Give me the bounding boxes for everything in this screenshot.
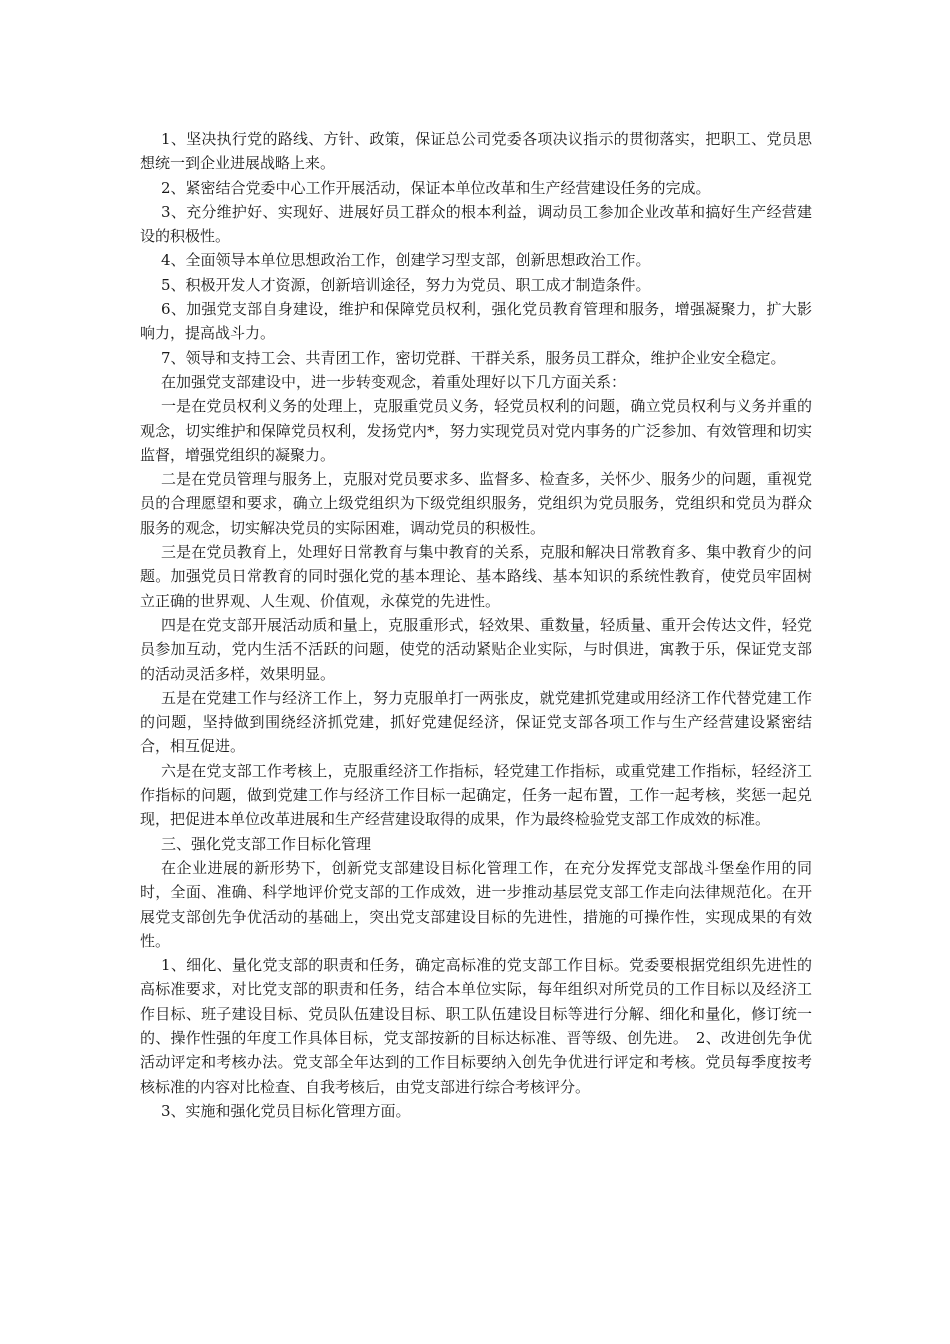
paragraph-section-3-item-3: 3、实施和强化党员目标化管理方面。: [161, 1101, 411, 1120]
paragraph-relation-6: 六是在党支部工作考核上，克服重经济工作指标，轻党建工作指标，或重党建工作指标，轻经济工作指标的问题，做到党建工作与经济工作目标一起确定，任务一起布置，工作一起考核，奖惩一起兑现，把促进本单位改革进展和生产经营建设取得的成果，作为最终检验党支部工作成效的标准。: [140, 761, 812, 829]
paragraph-3: 3、充分维护好、实现好、进展好员工群众的根本利益，调动员工参加企业改革和搞好生产经营建设的积极性。: [140, 202, 812, 246]
paragraph-relation-2: 二是在党员管理与服务上，克服对党员要求多、监督多、检查多，关怀少、服务少的问题，重视党员的合理愿望和要求，确立上级党组织为下级党组织服务，党组织为党员服务，党组织和党员为群众服务的观念，切实解决党员的实际困难，调动党员的积极性。: [140, 470, 812, 537]
paragraph-section-3-item-1: 1、细化、量化党支部的职责和任务，确定高标准的党支部工作目标。党委要根据党组织先进性的高标准要求，对比党支部的职责和任务，结合本单位实际，每年组织对所党员的工作目标以及经济工作目标、班子建设目标、党员队伍建设目标、职工队伍建设目标等进行分解、细化和量化，修订统一的、操作性强的年度工作具体目标，党支部按新的目标达标准、晋等级、创先进。 2、改进创先争优活动评定和考核办法。党支部全年达到的工作目标要纳入创先争优进行评定和考核。党员每季度按考核标准的内容对比检查、自我考核后，由党支部进行综合考核评分。: [140, 956, 812, 1096]
paragraph-relations-intro: 在加强党支部建设中，进一步转变观念，着重处理好以下几方面关系：: [161, 372, 627, 391]
paragraph-1: 1、坚决执行党的路线、方针、政策，保证总公司党委各项决议指示的贯彻落实，把职工、党员思想统一到企业进展战略上来。: [140, 130, 812, 173]
paragraph-6: 6、加强党支部自身建设，维护和保障党员权利，强化党员教育管理和服务，增强凝聚力，扩大影响力，提高战斗力。: [140, 300, 812, 343]
paragraph-section-3-intro: 在企业进展的新形势下，创新党支部建设目标化管理工作，在充分发挥党支部战斗堡垒作用的同时，全面、准确、科学地评价党支部的工作成效，进一步推动基层党支部工作走向法律规范化。在开展党支部创先争优活动的基础上，突出党支部建设目标的先进性，措施的可操作性，实现成果的有效性。: [140, 858, 812, 950]
document-body: [140, 127, 812, 1123]
paragraph-relation-4: 四是在党支部开展活动质和量上，克服重形式，轻效果、重数量，轻质量、重开会传达文件，轻党员参加互动，党内生活不活跃的问题，使党的活动紧贴企业实际，与时俱进，寓教于乐，保证党支部的活动灵活多样，效果明显。: [140, 615, 812, 683]
paragraph-4: 4、全面领导本单位思想政治工作，创建学习型支部，创新思想政治工作。: [161, 251, 651, 270]
paragraph-7: 7、领导和支持工会、共青团工作，密切党群、干群关系，服务员工群众，维护企业安全稳定。: [161, 348, 786, 367]
paragraph-2: 2、紧密结合党委中心工作开展活动，保证本单位改革和生产经营建设任务的完成。: [161, 178, 711, 197]
paragraph-relation-1: 一是在党员权利义务的处理上，克服重党员义务，轻党员权利的问题，确立党员权利与义务并重的观念，切实维护和保障党员权利，发扬党内*，努力实现党员对党内事务的广泛参加、有效管理和切实监督，增强党组织的凝聚力。: [140, 397, 812, 464]
paragraph-relation-3: 三是在党员教育上，处理好日常教育与集中教育的关系，克服和解决日常教育多、集中教育少的问题。加强党员日常教育的同时强化党的基本理论、基本路线、基本知识的系统性教育，使党员牢固树立正确的世界观、人生观、价值观，永葆党的先进性。: [140, 543, 812, 610]
paragraph-5: 5、积极开发人才资源，创新培训途径，努力为党员、职工成才制造条件。: [161, 275, 651, 294]
section-heading-3: 三、强化党支部工作目标化管理: [161, 834, 372, 853]
paragraph-relation-5: 五是在党建工作与经济工作上，努力克服单打一两张皮，就党建抓党建或用经济工作代替党建工作的问题，坚持做到围绕经济抓党建，抓好党建促经济，保证党支部各项工作与生产经营建设紧密结合，相互促进。: [140, 688, 812, 756]
